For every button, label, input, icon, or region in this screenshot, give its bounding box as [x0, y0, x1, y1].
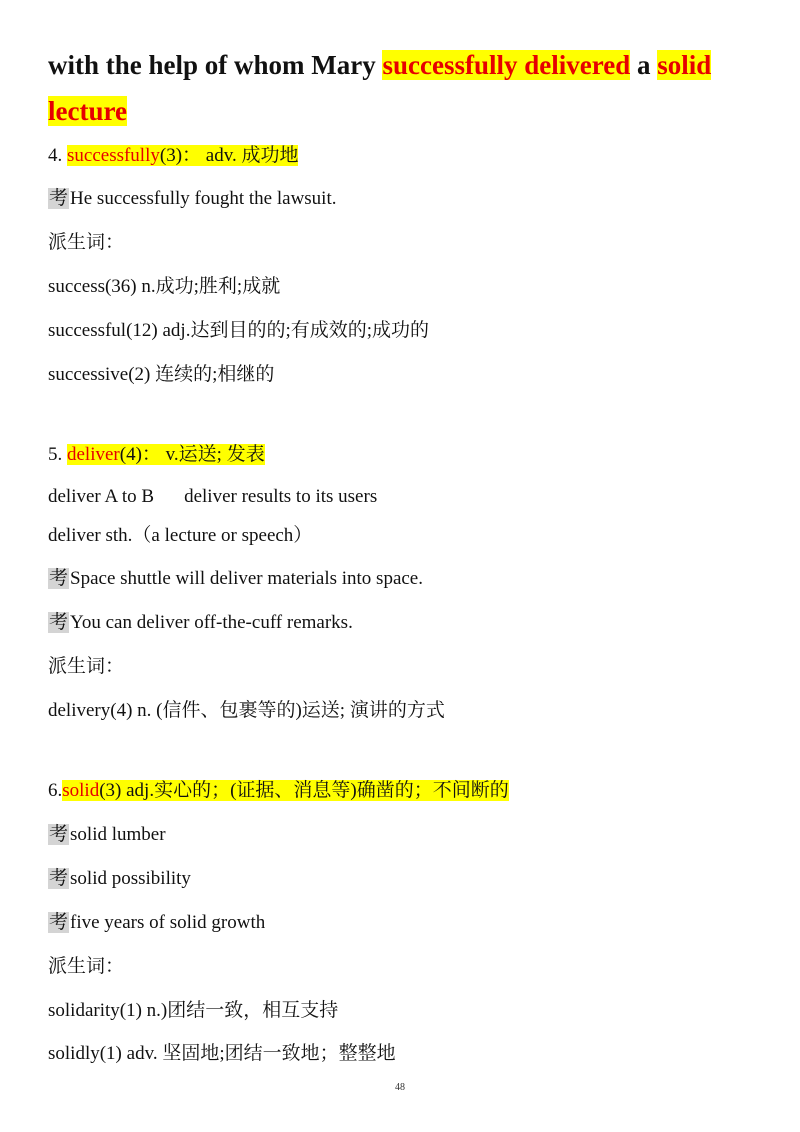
section4-derived-3: successive(2) 连续的;相继的	[48, 364, 275, 385]
heading-highlight-successfully-delivered: successfully delivered	[382, 50, 631, 80]
section4-example-1	[48, 187, 337, 211]
section6-word: solid	[62, 780, 100, 801]
heading-line-1	[48, 48, 711, 82]
section5-highlight	[67, 444, 265, 465]
section6-derived-label: 派生词：	[48, 956, 125, 977]
usage-1a: deliver A to B	[48, 486, 155, 507]
section5-word: deliver	[67, 444, 120, 465]
section6-example-1	[48, 823, 166, 847]
section5-number: 5.	[48, 444, 67, 465]
section6-title	[48, 779, 509, 803]
heading-text: with the help of whom Mary	[48, 50, 383, 80]
section6-highlight	[62, 780, 508, 801]
example-text: You can deliver off-the-cuff remarks.	[70, 612, 353, 633]
example-text: solid possibility	[70, 868, 191, 889]
heading-highlight-lecture: lecture	[48, 96, 127, 126]
section4-word: successfully	[67, 145, 160, 166]
section5-example-2	[48, 611, 353, 635]
kao-badge: 考	[49, 568, 69, 589]
section6-example-3	[48, 911, 265, 935]
section4-derived-1: success(36) n.成功;胜利;成就	[48, 276, 281, 297]
section5-derived-label: 派生词：	[48, 656, 125, 677]
section6-number: 6.	[48, 780, 63, 801]
heading-line-2	[48, 94, 127, 128]
section5-title	[48, 443, 265, 467]
kao-badge: 考	[49, 824, 69, 845]
example-text: He successfully fought the lawsuit.	[70, 188, 337, 209]
kao-badge: 考	[49, 188, 69, 209]
section4-definition: (3)： adv. 成功地	[159, 145, 299, 166]
example-text: Space shuttle will deliver materials into space.	[70, 568, 423, 589]
example-text: solid lumber	[70, 824, 166, 845]
kao-badge: 考	[49, 612, 69, 633]
usage-1b: deliver results to its users	[184, 486, 378, 507]
heading-highlight-solid: solid	[657, 50, 712, 80]
kao-badge: 考	[49, 868, 69, 889]
section4-derived-label: 派生词：	[48, 232, 125, 253]
kao-badge: 考	[49, 912, 69, 933]
section6-definition: (3) adj.实心的；(证据、消息等)确凿的；不间断的	[99, 780, 509, 801]
section5-usage-1	[48, 485, 377, 509]
heading-text-a: a	[630, 50, 658, 80]
section4-derived-2: successful(12) adj.达到目的的;有成效的;成功的	[48, 320, 430, 341]
section5-example-1	[48, 567, 423, 591]
example-text: five years of solid growth	[70, 912, 266, 933]
section5-usage-2: deliver sth.（a lecture or speech）	[48, 525, 313, 546]
section4-highlight	[67, 145, 298, 166]
section4-number: 4.	[48, 145, 67, 166]
section6-derived-1: solidarity(1) n.)团结一致，相互支持	[48, 1000, 339, 1021]
section5-definition: (4)： v.运送; 发表	[119, 444, 265, 465]
page-number: 48	[395, 1082, 405, 1093]
section5-derived-1: delivery(4) n. (信件、包裹等的)运送; 演讲的方式	[48, 700, 445, 721]
section6-derived-2: solidly(1) adv. 坚固地;团结一致地；整整地	[48, 1043, 396, 1064]
section6-example-2	[48, 867, 191, 891]
section4-title	[48, 144, 298, 168]
